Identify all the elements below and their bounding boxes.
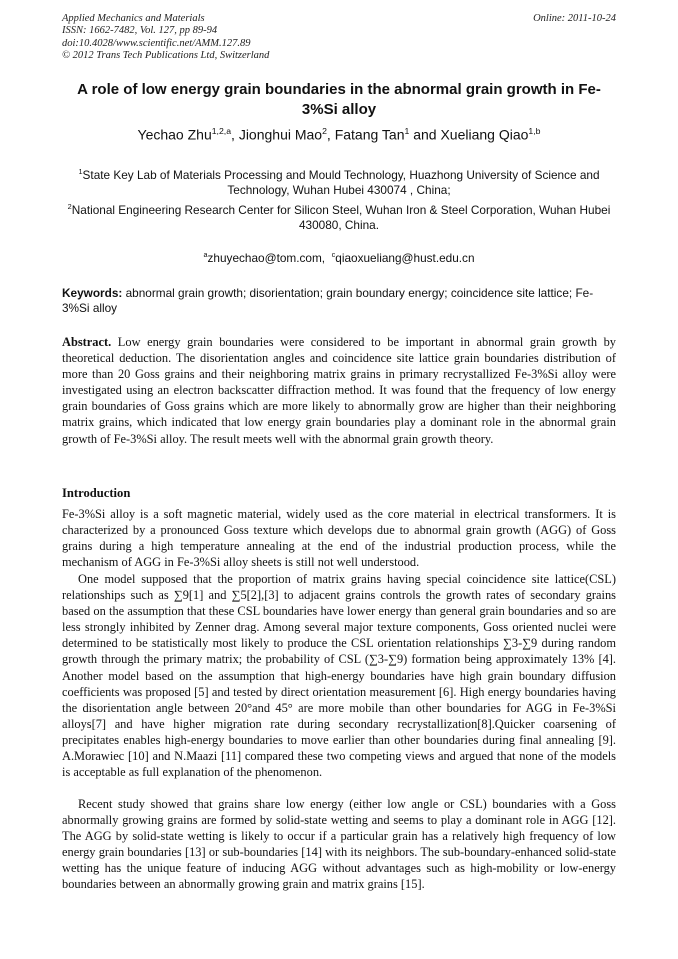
author-name: Fatang Tan: [334, 126, 405, 143]
author-affil-sup: 2: [322, 126, 327, 136]
section-heading-introduction: Introduction: [62, 486, 131, 500]
journal-header: [62, 13, 616, 62]
email-link[interactable]: qiaoxueliang@hust.edu.cn: [335, 250, 475, 265]
author-name: Yechao Zhu: [137, 126, 212, 143]
issn-line: ISSN: 1662-7482, Vol. 127, pp 89-94: [62, 25, 218, 37]
affiliation-number: 1: [78, 167, 83, 176]
affiliation-text: National Engineering Research Center for Silicon Steel, Wuhan Iron & Steel Corporation, Wuhan Hubei 430080, China.: [71, 202, 611, 232]
author-separator: ,: [231, 126, 239, 143]
intro-paragraph-2: One model supposed that the proportion of matrix grains having special coincidence site lattice(CSL) relationships such as ∑9[1] and ∑5[2],[3] to adjacent grains controls the growth rates of secondary grains based on the assumption that these CSL boundaries have lower energy than general grain boundaries and so are less strongly inhibited by Zenner drag. Among several major texture components, Goss oriented nuclei were determined to be statistically most likely to produce the CSL orientation relationships ∑3-∑9 during random growth through the primary matrix; the probability of CSL (∑3-∑9) formation being approximately 13% [4]. Another model based on the assumption that high-energy boundaries have high grain boundary diffusion coefficients was proposed [5] and tested by direct orientation measurement [6]. High energy boundaries having the disorientation angle between 20°and 45° are more mobile than other boundaries for AGG in Fe-3%Si alloys[7] and have higher migration rate during secondary recrystallization[8].Quicker coarsening of precipitates enables high-energy boundaries to move earlier than other boundaries during final annealing [9]. A.Morawiec [10] and N.Maazi [11] compared these two competing views and argued that none of the models is acceptable as full explanation of the phenomenon.: [62, 572, 616, 780]
doi-line: doi:10.4028/www.scientific.net/AMM.127.89: [62, 37, 251, 49]
author-list: [62, 126, 616, 143]
author-affil-sup: 1,b: [528, 126, 541, 136]
author-emails: [62, 250, 616, 265]
affiliation-2: [62, 199, 616, 233]
email-marker: c: [331, 250, 336, 259]
intro-paragraph-3: Recent study showed that grains share low energy (either low angle or CSL) boundaries with a Goss abnormally growing grains are formed by solid-state wetting and seems to play a dominant role in AGG [12]. The AGG by solid-state wetting is likely to occur if a particular grain has a relatively high frequency of low energy grain boundaries [13] or sub-boundaries [14] with its neighbors. The sub-boundary-enhanced solid-state wetting has the unique feature of inducing AGG without advantages such as high-mobility or low-energy boundaries between an abnormally growing grain and matrix grains [15].: [62, 797, 616, 892]
intro-paragraph-1: Fe-3%Si alloy is a soft magnetic material, widely used as the core material in electrical transformers. It is characterized by a pronounced Goss texture which develops due to abnormal grain growth (AGG) of Goss grains during a high temperature annealing at the end of the industrial production process, while the mechanism of AGG in Fe-3%Si alloy sheets is still not well understood.: [62, 507, 616, 570]
journal-name: Applied Mechanics and Materials: [62, 13, 205, 24]
abstract-text: Low energy grain boundaries were considered to be important in abnormal grain growth by theoretical deduction. The disorientation angles and coincidence site lattice grain boundaries distribution of more than 20 Goss grains and their neighboring matrix grains in primary recrystallized Fe-3%Si alloy were investigated using an electron backscatter diffraction method. It was found that the frequency of low energy grain boundaries of Goss grains which are more likely to abnormally grow are higher than their neighboring matrix grains, which indicated that low energy grain boundaries play a dominant role in the abnormal grain growth of Fe-3%Si alloy. The result meets well with the abnormal grain growth theory.: [62, 335, 616, 446]
affiliation-1: [62, 164, 616, 198]
keywords-label: Keywords:: [62, 286, 123, 300]
author-name: Jionghui Mao: [238, 126, 323, 143]
author-separator: ,: [326, 126, 335, 143]
author-affil-sup: 1: [404, 126, 410, 136]
keywords-text: abnormal grain growth; disorientation; grain boundary energy; coincidence site lattice; Fe-3%Si alloy: [62, 286, 594, 315]
keywords: [62, 286, 616, 315]
affiliation-text: State Key Lab of Materials Processing and Mould Technology, Huazhong University of Science and Technology, Wuhan Hubei 430074 , China;: [82, 167, 600, 197]
author-separator: and: [409, 126, 441, 143]
abstract-label: Abstract.: [62, 335, 112, 349]
abstract: [62, 334, 616, 447]
author-affil-sup: 1,2,a: [211, 126, 232, 136]
copyright-line: © 2012 Trans Tech Publications Ltd, Switzerland: [62, 49, 270, 61]
author-name: Xueliang Qiao: [440, 126, 529, 143]
paper-title: A role of low energy grain boundaries in the abnormal grain growth in Fe-3%Si alloy: [77, 81, 601, 118]
affiliation-number: 2: [67, 202, 72, 211]
email-link[interactable]: zhuyechao@tom.com,: [207, 250, 326, 265]
online-date: Online: 2011-10-24: [533, 13, 616, 24]
email-marker: a: [203, 250, 208, 259]
